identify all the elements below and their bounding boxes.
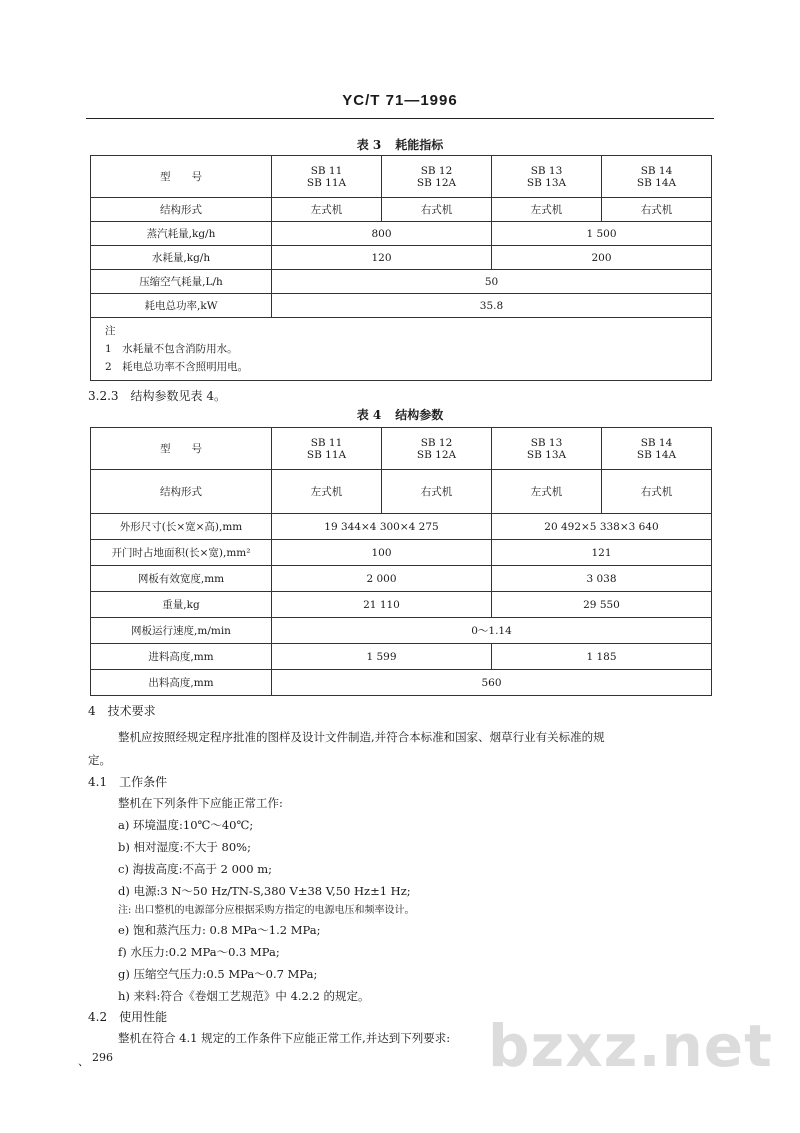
weight-value: 29 550 xyxy=(492,592,712,618)
table-row xyxy=(91,198,712,222)
page-number: 296 xyxy=(92,1051,113,1064)
table3 xyxy=(90,155,712,381)
model-label: 型 号 xyxy=(91,428,272,470)
condition-item: d) 电源:3 N～50 Hz/TN-S,380 V±38 V,50 Hz±1 Hz; xyxy=(118,884,411,898)
table-row xyxy=(91,618,712,644)
table3-caption xyxy=(0,136,800,153)
power-label: 耗电总功率,kW xyxy=(91,294,272,318)
steam-value: 1 500 xyxy=(492,222,712,246)
section-42-heading: 4.2 使用性能 xyxy=(88,1010,168,1024)
feed-label: 进料高度,mm xyxy=(91,644,272,670)
struct-cell: 右式机 xyxy=(602,198,712,222)
table-row xyxy=(91,540,712,566)
table-row xyxy=(91,156,712,198)
struct-cell: 左式机 xyxy=(272,198,382,222)
struct-cell: 左式机 xyxy=(272,470,382,514)
condition-item: c) 海拔高度:不高于 2 000 m; xyxy=(118,862,272,876)
struct-cell: 右式机 xyxy=(382,470,492,514)
out-value: 560 xyxy=(272,670,712,696)
table4 xyxy=(90,427,712,696)
air-label: 压缩空气耗量,L/h xyxy=(91,270,272,294)
feed-value: 1 599 xyxy=(272,644,492,670)
struct-cell: 右式机 xyxy=(602,470,712,514)
table-row xyxy=(91,428,712,470)
weight-label: 重量,kg xyxy=(91,592,272,618)
standard-code: YC/T 71—1996 xyxy=(342,92,458,109)
table4-caption-num: 表 4 xyxy=(356,408,382,422)
table-row xyxy=(91,566,712,592)
model-cell: SB 11 SB 11A xyxy=(272,428,382,470)
table-row xyxy=(91,592,712,618)
model-cell: SB 13 SB 13A xyxy=(492,428,602,470)
struct-label: 结构形式 xyxy=(91,198,272,222)
footer-mark: 、 xyxy=(78,1055,89,1068)
condition-item: e) 饱和蒸汽压力: 0.8 MPa～1.2 MPa; xyxy=(118,923,321,937)
steam-label: 蒸汽耗量,kg/h xyxy=(91,222,272,246)
condition-item: f) 水压力:0.2 MPa～0.3 MPa; xyxy=(118,945,280,959)
water-value: 120 xyxy=(272,246,492,270)
table4-caption-title: 结构参数 xyxy=(395,408,444,422)
width-value: 2 000 xyxy=(272,566,492,592)
model-cell: SB 11 SB 11A xyxy=(272,156,382,198)
table-row xyxy=(91,670,712,696)
model-cell: SB 12 SB 12A xyxy=(382,428,492,470)
table-row xyxy=(91,644,712,670)
table-row xyxy=(91,514,712,540)
area-value: 121 xyxy=(492,540,712,566)
area-value: 100 xyxy=(272,540,492,566)
water-label: 水耗量,kg/h xyxy=(91,246,272,270)
speed-label: 网板运行速度,m/min xyxy=(91,618,272,644)
dims-value: 20 492×5 338×3 640 xyxy=(492,514,712,540)
table-row xyxy=(91,270,712,294)
table-row xyxy=(91,222,712,246)
model-label: 型 号 xyxy=(91,156,272,198)
dims-label: 外形尺寸(长×宽×高),mm xyxy=(91,514,272,540)
condition-item: h) 来料:符合《卷烟工艺规范》中 4.2.2 的规定。 xyxy=(118,989,370,1003)
power-value: 35.8 xyxy=(272,294,712,318)
table-row xyxy=(91,246,712,270)
section-42-text: 整机在符合 4.1 规定的工作条件下应能正常工作,并达到下列要求: xyxy=(118,1031,451,1045)
model-cell: SB 14 SB 14A xyxy=(602,428,712,470)
section-41-intro: 整机在下列条件下应能正常工作: xyxy=(118,796,283,810)
section-41-heading: 4.1 工作条件 xyxy=(88,775,168,789)
section-4-intro-line2: 定。 xyxy=(88,753,111,767)
header-rule xyxy=(86,118,714,119)
condition-note: 注: 出口整机的电源部分应根据采购方指定的电源电压和频率设计。 xyxy=(118,905,415,916)
section-4-intro-line1: 整机应按照经规定程序批准的图样及设计文件制造,并符合本标准和国家、烟草行业有关标准的规 xyxy=(118,730,605,744)
steam-value: 800 xyxy=(272,222,492,246)
struct-cell: 右式机 xyxy=(382,198,492,222)
table4-caption xyxy=(0,406,800,423)
table3-notes xyxy=(91,318,712,381)
area-label: 开门时占地面积(长×宽),mm² xyxy=(91,540,272,566)
condition-item: g) 压缩空气压力:0.5 MPa～0.7 MPa; xyxy=(118,967,318,981)
notes-title: 注 xyxy=(105,325,116,337)
struct-cell: 左式机 xyxy=(492,470,602,514)
model-cell: SB 13 SB 13A xyxy=(492,156,602,198)
table-row xyxy=(91,470,712,514)
out-label: 出料高度,mm xyxy=(91,670,272,696)
section-323: 3.2.3 结构参数见表 4。 xyxy=(88,389,226,403)
table-row xyxy=(91,318,712,381)
dims-value: 19 344×4 300×4 275 xyxy=(272,514,492,540)
watermark: bzxz.net xyxy=(488,1012,773,1080)
table3-caption-title: 耗能指标 xyxy=(395,138,444,152)
air-value: 50 xyxy=(272,270,712,294)
feed-value: 1 185 xyxy=(492,644,712,670)
section-4-heading: 4 技术要求 xyxy=(88,704,156,718)
struct-cell: 左式机 xyxy=(492,198,602,222)
table3-caption-num: 表 3 xyxy=(356,138,382,152)
note-item: 1 水耗量不包含消防用水。 xyxy=(105,343,238,355)
table-row xyxy=(91,294,712,318)
model-cell: SB 14 SB 14A xyxy=(602,156,712,198)
condition-item: b) 相对湿度:不大于 80%; xyxy=(118,840,251,854)
water-value: 200 xyxy=(492,246,712,270)
weight-value: 21 110 xyxy=(272,592,492,618)
width-value: 3 038 xyxy=(492,566,712,592)
width-label: 网板有效宽度,mm xyxy=(91,566,272,592)
speed-value: 0～1.14 xyxy=(272,618,712,644)
condition-item: a) 环境温度:10℃～40℃; xyxy=(118,818,254,832)
struct-label: 结构形式 xyxy=(91,470,272,514)
model-cell: SB 12 SB 12A xyxy=(382,156,492,198)
note-item: 2 耗电总功率不含照明用电。 xyxy=(105,361,249,373)
